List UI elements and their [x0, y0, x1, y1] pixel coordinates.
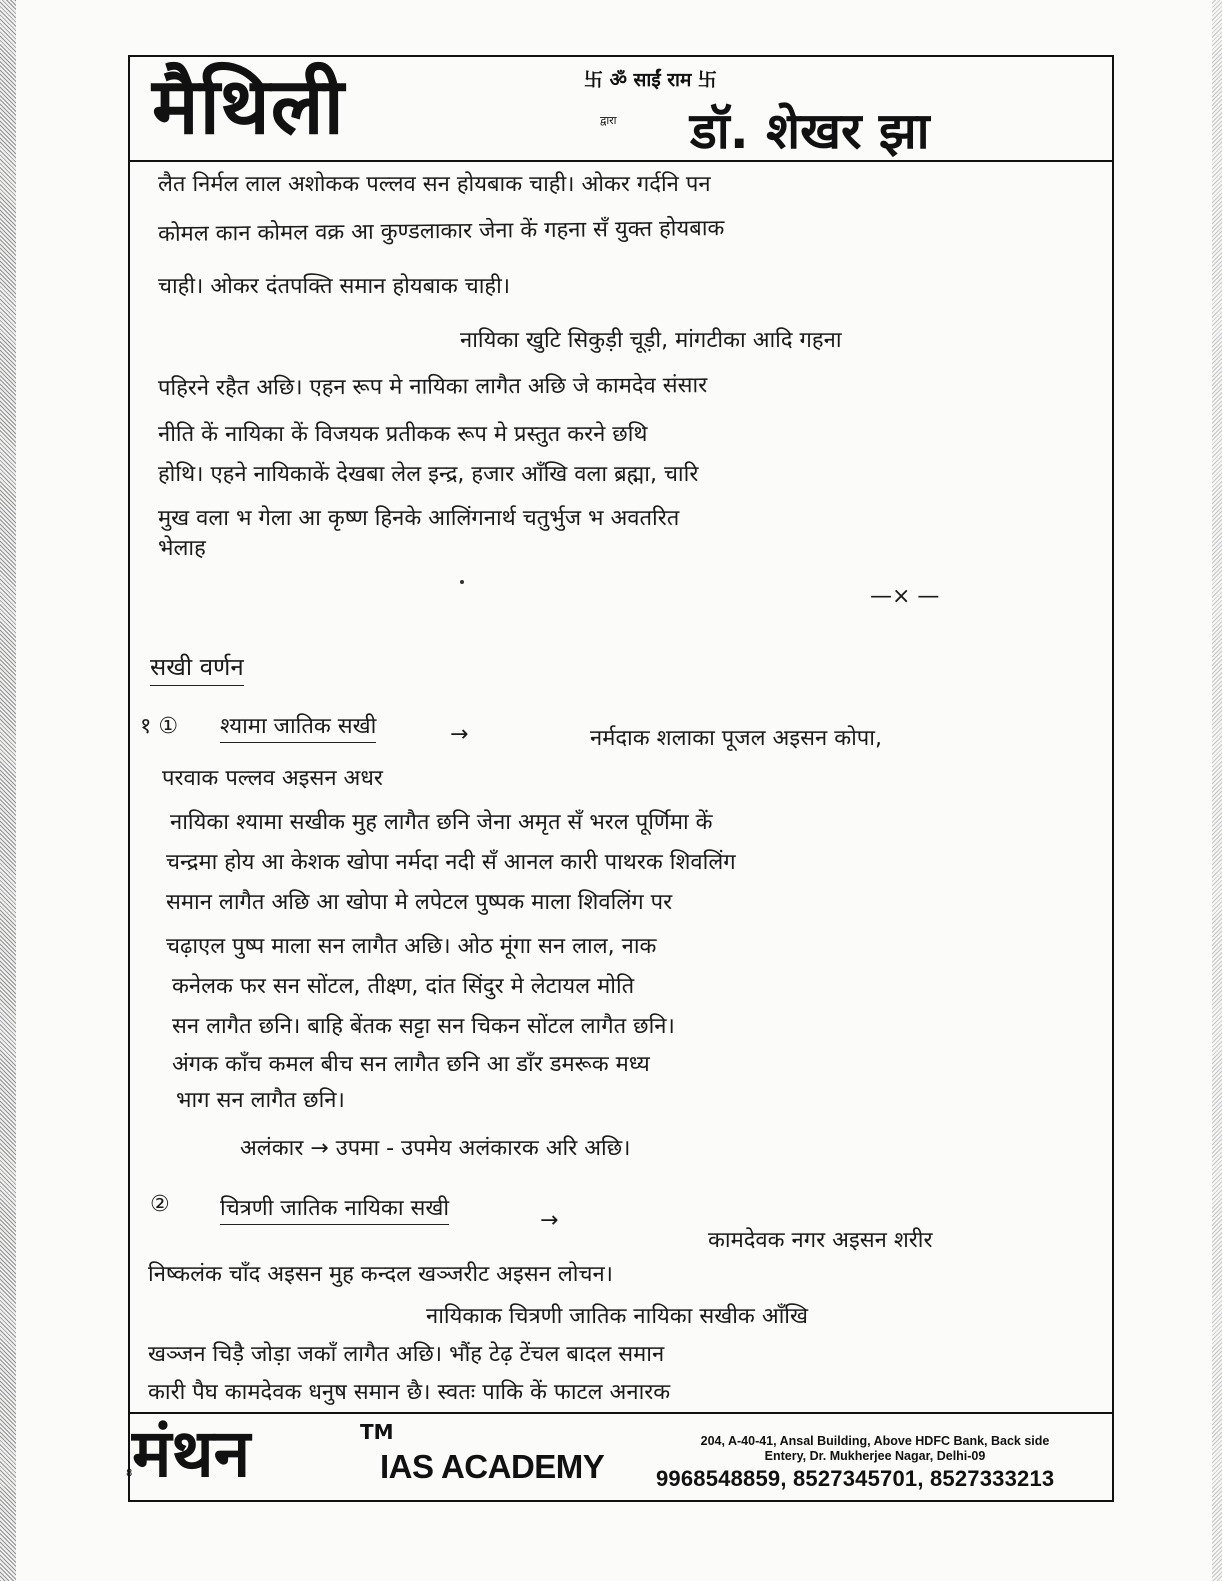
academy-name: IAS ACADEMY: [380, 1448, 605, 1485]
note-line: सन लागैत छनि। बाहि बेंतक सट्टा सन चिकन सोंटल लागैत छनि।: [172, 1014, 675, 1039]
trademark-label: TM: [360, 1420, 394, 1444]
phone-numbers: 9968548859, 8527345701, 8527333213: [656, 1466, 1055, 1491]
note-line: समान लागैत अछि आ खोपा मे लपेटल पुष्पक माला शिवलिंग पर: [166, 890, 673, 915]
note-line: लैत निर्मल लाल अशोकक पल्लव सन होयबाक चाही। ओकर गर्दनि पन: [158, 172, 711, 197]
scan-speck: [460, 580, 464, 584]
alankar-line: अलंकार → उपमा - उपमेय अलंकारक अरि अछि।: [240, 1136, 631, 1161]
section-title: सखी वर्णन: [150, 650, 244, 686]
note-line: कोमल कान कोमल वक्र आ कुण्डलाकार जेना कें गहना सँ युक्त होयबाक: [157, 216, 725, 247]
scan-edge-left: [0, 0, 16, 1581]
blessing-text: 卐 ॐ साईं राम 卐: [584, 69, 717, 91]
item-text: कामदेवक नगर अइसन शरीर: [708, 1228, 933, 1253]
note-line: नायिका श्यामा सखीक मुह लागैत छनि जेना अमृत सँ भरल पूर्णिमा कें: [170, 810, 713, 835]
note-line: चढ़ाएल पुष्प माला सन लागैत अछि। ओठ मूंगा सन लाल, नाक: [166, 934, 657, 959]
page-footer: [130, 1414, 1112, 1500]
arrow-icon: →: [540, 1208, 559, 1233]
note-line: भेलाह: [158, 536, 206, 561]
note-line: चन्द्रमा होय आ केशक खोपा नर्मदा नदी सँ आनल कारी पाथरक शिवलिंग: [166, 850, 736, 875]
note-line: होथि। एहने नायिकाकें देखबा लेल इन्द्र, हजार आँखि वला ब्रह्मा, चारि: [158, 462, 699, 487]
item-number: १ ①: [140, 714, 179, 739]
item-heading: श्यामा जातिक सखी: [220, 710, 376, 743]
note-line: कारी पैघ कामदेवक धनुष समान छै। स्वतः पाकि कें फाटल अनारक: [148, 1380, 671, 1405]
note-line: नीति कें नायिका कें विजयक प्रतीकक रूप मे प्रस्तुत करने छथि: [158, 422, 648, 447]
note-line: निष्कलंक चाँद अइसन मुह कन्दल खञ्जरीट अइसन लोचन।: [148, 1262, 613, 1287]
note-line: भाग सन लागैत छनि।: [176, 1088, 345, 1113]
item-text: नर्मदाक शलाका पूजल अइसन कोपा,: [590, 726, 882, 751]
note-line: परवाक पल्लव अइसन अधर: [162, 766, 383, 791]
page-frame: [128, 55, 1114, 1502]
item-number: ②: [150, 1192, 170, 1217]
by-label: द्वारा: [600, 114, 617, 127]
arrow-icon: →: [450, 722, 469, 747]
item-heading: चित्रणी जातिक नायिका सखी: [220, 1192, 449, 1225]
page-header: [130, 57, 1112, 162]
address-line: Entery, Dr. Mukherjee Nagar, Delhi-09: [764, 1449, 986, 1463]
scan-edge-right: [1212, 0, 1222, 1581]
note-line: पहिरने रहैत अछि। एहन रूप मे नायिका लागैत अछि जे कामदेव संसार: [157, 373, 708, 401]
note-line: चाही। ओकर दंतपक्ति समान होयबाक चाही।: [158, 274, 511, 299]
note-line: कनेलक फर सन सोंटल, तीक्ष्ण, दांत सिंदुर मे लेटायल मोति: [172, 974, 635, 999]
subject-title: मैथिली: [152, 61, 345, 152]
page-number: 8: [126, 1468, 133, 1479]
author-name: डॉ. शेखर झा: [690, 102, 930, 160]
note-line: मुख वला भ गेला आ कृष्ण हिनके आलिंगनार्थ चतुर्भुज भ अवतरित: [158, 506, 680, 531]
handwritten-notes: [130, 162, 1112, 1412]
note-line: खञ्जन चिड़ै जोड़ा जकाँ लागैत अछि। भौंह टेढ़ टेंचल बादल समान: [148, 1342, 665, 1367]
brand-logo-text: मंथन: [132, 1414, 251, 1492]
note-line: अंगक काँच कमल बीच सन लागैत छनि आ डाँर डमरूक मध्य: [172, 1052, 650, 1077]
note-line: नायिका खुटि सिकुड़ी चूड़ी, मांगटीका आदि गहना: [460, 328, 842, 353]
note-line: नायिकाक चित्रणी जातिक नायिका सखीक आँखि: [426, 1304, 808, 1329]
end-mark: —× —: [870, 584, 940, 609]
address-line: 204, A-40-41, Ansal Building, Above HDFC Bank, Back side: [700, 1434, 1050, 1448]
address-block: [640, 1434, 1110, 1464]
